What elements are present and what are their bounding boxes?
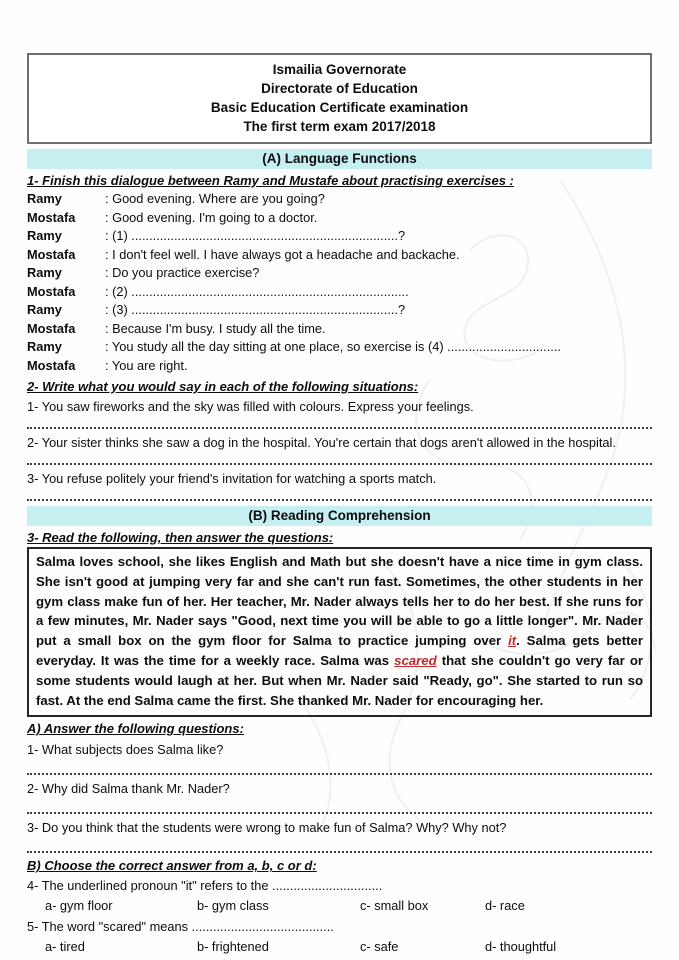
answer-line: [27, 488, 652, 501]
speaker-name: Ramy: [27, 339, 62, 354]
exam-header-box: [27, 53, 652, 144]
situation-item-2: 2- Your sister thinks she saw a dog in the hospital. You're certain that dogs aren't allowed in the hospital.: [27, 435, 616, 450]
mcq-option-b: b- gym class: [197, 898, 269, 914]
dialogue-gap-3: : (3) ...........................................................................?: [105, 302, 406, 317]
question-3-heading: 3- Read the following, then answer the questions:: [27, 530, 334, 545]
answer-line: [27, 416, 652, 429]
speaker-name: Mostafa: [27, 246, 76, 262]
speaker-name: Mostafa: [27, 209, 76, 225]
mcq-4-options: [27, 897, 652, 914]
mcq-option-d: d- race: [485, 898, 525, 914]
header-certificate: Basic Education Certificate examination: [210, 100, 469, 115]
question-item-1: 1- What subjects does Salma like?: [27, 742, 224, 758]
mcq-5-stem: 5- The word "scared" means ........................................: [27, 919, 334, 935]
section-band-a: (A) Language Functions: [27, 149, 652, 169]
speaker-name: Ramy: [27, 228, 62, 243]
question-item-2: 2- Why did Salma thank Mr. Nader?: [27, 781, 230, 797]
dialogue-row: [27, 246, 652, 265]
dialogue-row: [27, 190, 652, 209]
passage-text: that she couldn't go very far or some students would laugh at her. But when Mr. Nader said "Ready, go". She started to run so fast. At the end Salma came the first. She thanked Mr. Nader for encouraging her.: [36, 652, 644, 708]
dialogue-text: : Because I'm busy. I study all the time.: [105, 320, 326, 336]
speaker-name: Ramy: [27, 191, 62, 206]
dialogue-row: [27, 209, 652, 228]
speaker-name: Mostafa: [27, 283, 76, 299]
passage-text: Salma loves school, she likes English and Math but she doesn't have a nice time in gym class. She isn't good at jumping very far and she can't run fast. Sometimes, the other students in her gym class make fun of her. Her teacher, Mr. Nader always tells her to do her best. If she runs for a few minutes, Mr. Nader says "Good, next time you will be able to go a little longer". Mr. Nader put a small box on the gym floor for Salma to practice jumping over: [36, 554, 643, 649]
mcq-option-d: d- thoughtful: [485, 939, 557, 955]
header-governorate: Ismailia Governorate: [272, 62, 407, 77]
answer-line: [27, 801, 652, 814]
dialogue-row: [27, 301, 652, 320]
dialogue-gap-4: : You study all the day sitting at one place, so exercise is (4) ................................: [105, 339, 561, 354]
situation-item-3: 3- You refuse politely your friend's invitation for watching a sports match.: [27, 471, 437, 486]
question-2-heading: 2- Write what you would say in each of the following situations:: [27, 379, 419, 394]
dialogue-row: [27, 357, 652, 376]
mcq-option-c: c- safe: [360, 939, 399, 955]
dialogue-text: : Do you practice exercise?: [105, 265, 260, 280]
dialogue-text: : I don't feel well. I have always got a headache and backache.: [105, 246, 460, 262]
dialogue-text: : You are right.: [105, 357, 188, 373]
part-b-heading: B) Choose the correct answer from a, b, c or d:: [27, 858, 317, 874]
underlined-word-scared: scared: [394, 652, 437, 668]
speaker-name: Ramy: [27, 302, 62, 317]
mcq-option-c: c- small box: [360, 898, 429, 914]
dialogue-row: [27, 264, 652, 283]
underlined-word-it: it: [508, 633, 517, 649]
dialogue-row: [27, 227, 652, 246]
question-1-heading: 1- Finish this dialogue between Ramy and Mustafe about practising exercises :: [27, 173, 514, 188]
speaker-name: Mostafa: [27, 320, 76, 336]
answer-line: [27, 452, 652, 465]
section-band-b: (B) Reading Comprehension: [27, 506, 652, 526]
mcq-5-options: [27, 938, 652, 955]
mcq-option-b: b- frightened: [197, 939, 269, 955]
mcq-4-stem: 4- The underlined pronoun "it" refers to the ...............................: [27, 878, 383, 894]
answer-line: [27, 762, 652, 775]
dialogue-row: [27, 283, 652, 302]
dialogue-row: [27, 338, 652, 357]
passage-text: . Salma gets better everyday. It was the time for a weekly race. Salma was: [36, 633, 644, 668]
dialogue-text: : Good evening. Where are you going?: [105, 191, 325, 206]
speaker-name: Ramy: [27, 265, 62, 280]
situations-block: [27, 398, 652, 501]
speaker-name: Mostafa: [27, 357, 76, 373]
dialogue-row: [27, 320, 652, 339]
open-questions-block: [27, 741, 652, 853]
dialogue-block: [27, 190, 652, 375]
mcq-option-a: a- gym floor: [45, 898, 113, 914]
mcq-option-a: a- tired: [45, 939, 85, 955]
header-directorate: Directorate of Education: [261, 81, 418, 96]
dialogue-gap-2: : (2) ..............................................................................: [105, 283, 409, 299]
dialogue-text: : Good evening. I'm going to a doctor.: [105, 209, 318, 225]
answer-line: [27, 840, 652, 853]
dialogue-gap-1: : (1) ...........................................................................?: [105, 228, 406, 243]
question-item-3: 3- Do you think that the students were wrong to make fun of Salma? Why? Why not?: [27, 820, 507, 836]
header-term: The first term exam 2017/2018: [243, 119, 436, 134]
situation-item-1: 1- You saw fireworks and the sky was filled with colours. Express your feelings.: [27, 399, 474, 414]
reading-passage-box: [27, 547, 652, 717]
part-a-heading: A) Answer the following questions:: [27, 721, 244, 737]
